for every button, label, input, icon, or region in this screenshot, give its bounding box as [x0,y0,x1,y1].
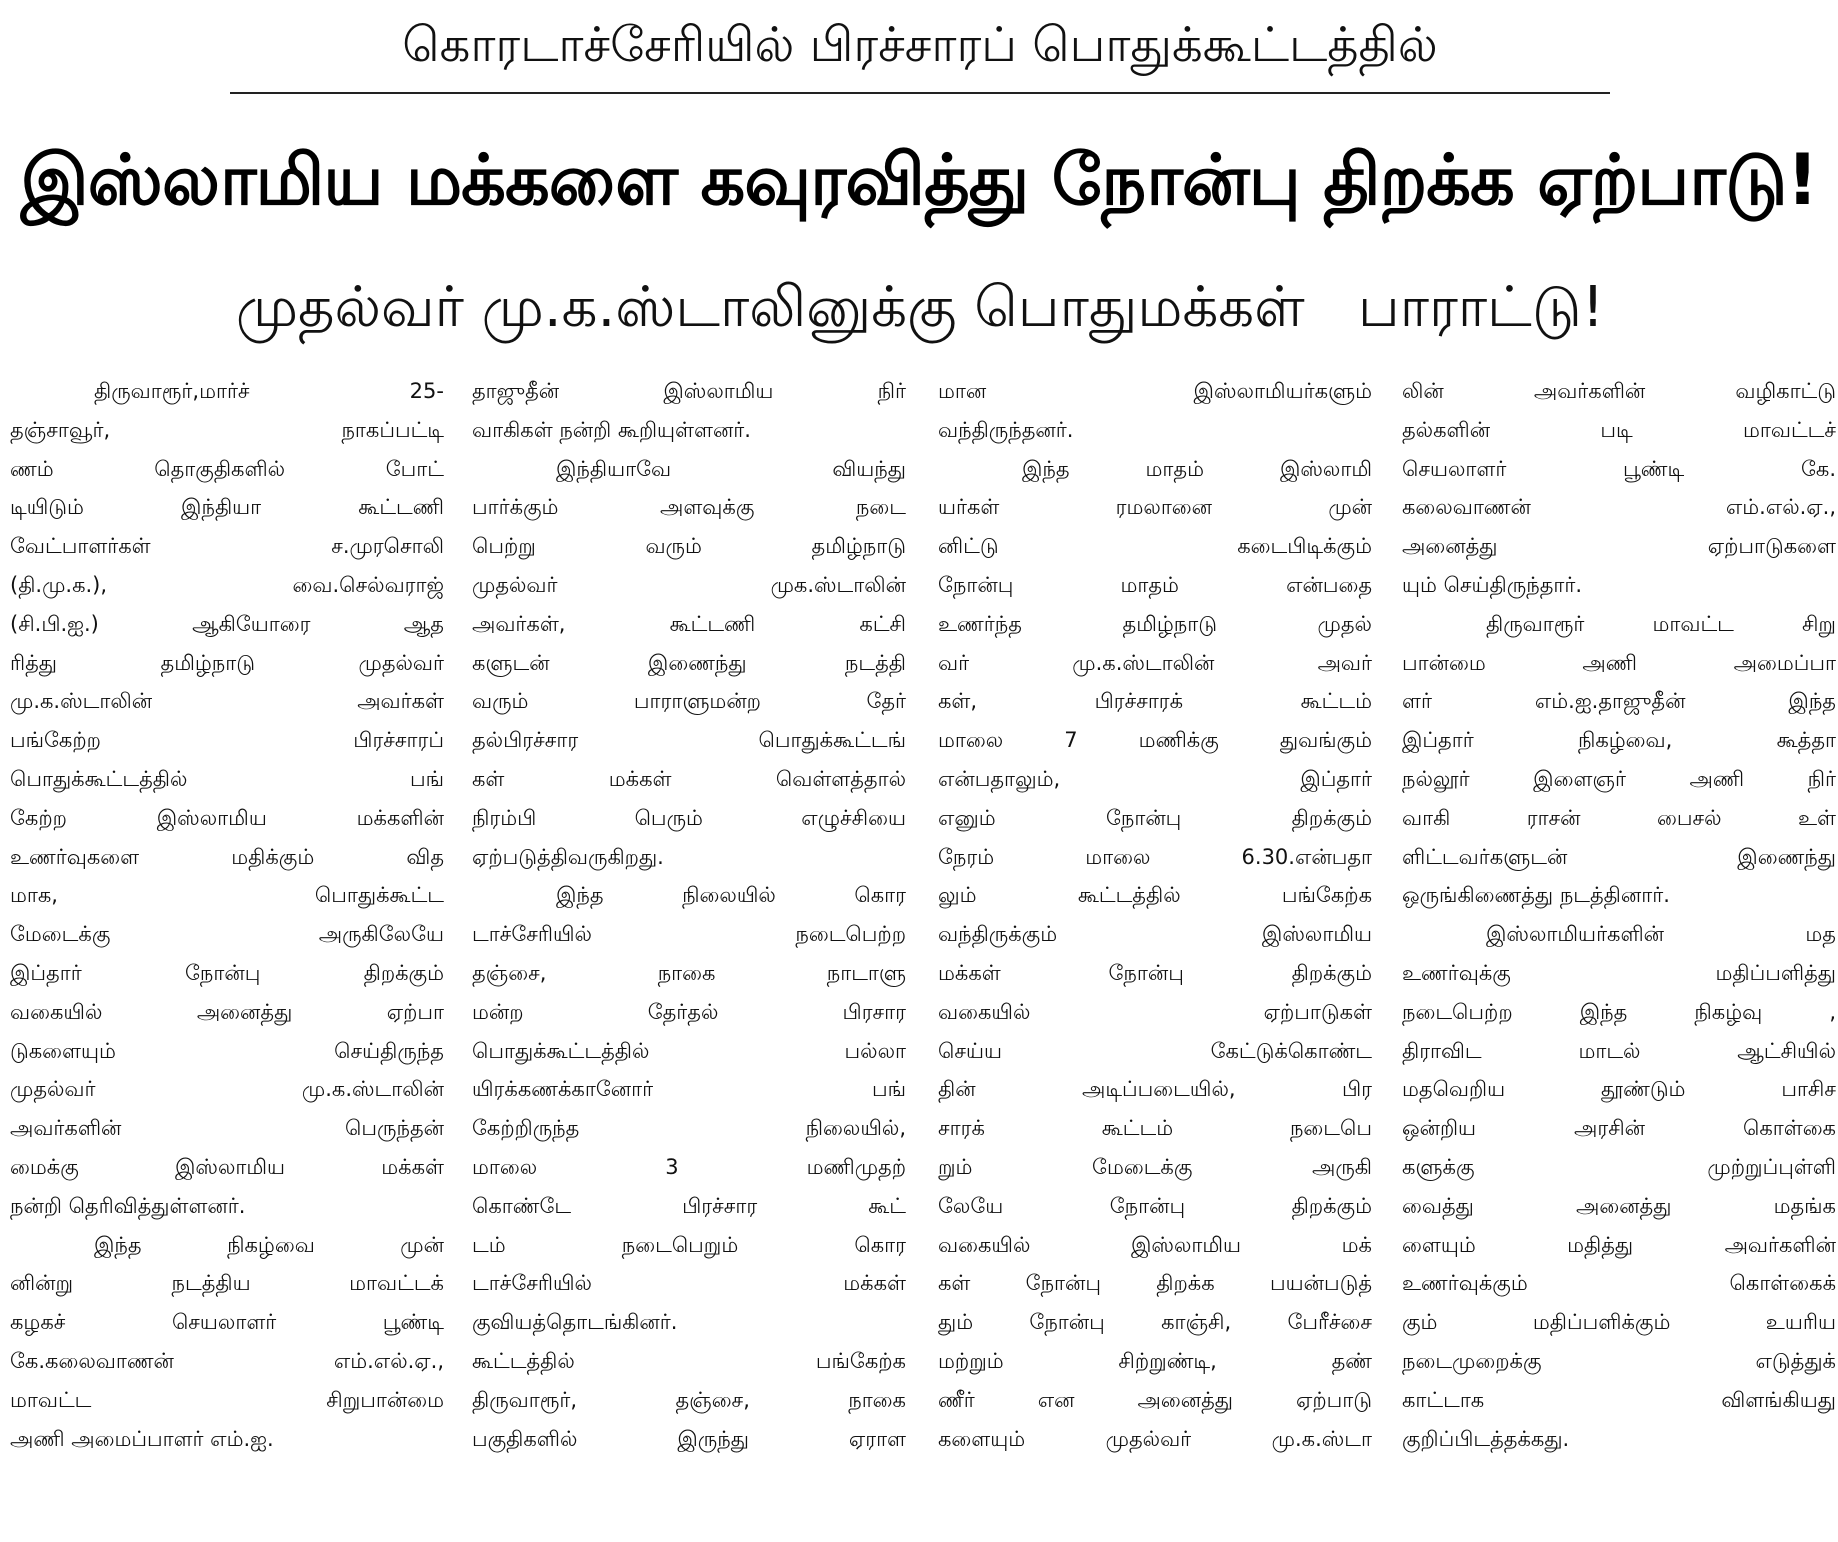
body-line: கள் மக்கள் வெள்ளத்தால் [472,766,906,791]
headline: இஸ்லாமிய மக்களை கவுரவித்து நோன்பு திறக்க ஏற்பாடு! [20,139,1818,221]
body-line: னிட்டு கடைபிடிக்கும் [938,534,1372,559]
body-line: வந்திருந்தனர். [938,417,1074,442]
body-line: டாச்சேரியில் மக்கள் [472,1271,906,1296]
body-line: எனும் நோன்பு திறக்கும் [938,805,1372,830]
body-line: முதல்வர் முக.ஸ்டாலின் [472,572,906,597]
column-4 [1402,372,1836,1540]
body-line: திராவிட மாடல் ஆட்சியில் [1402,1038,1836,1063]
body-line: களுக்கு முற்றுப்புள்ளி [1402,1154,1836,1179]
body-line: இந்த மாதம் இஸ்லாமி [1022,456,1372,481]
body-line: வகையில் ஏற்பாடுகள் [938,999,1372,1024]
body-line: பான்மை அணி அமைப்பா [1402,650,1836,675]
body-line: கழகச் செயலாளர் பூண்டி [10,1310,444,1335]
body-line: யும் செய்திருந்தார். [1402,572,1582,597]
body-line: பார்க்கும் அளவுக்கு நடை [472,495,906,520]
body-line: லின் அவர்களின் வழிகாட்டு [1402,379,1836,403]
body-line: செய்ய கேட்டுக்கொண்ட [938,1038,1372,1063]
body-line: என்பதாலும், இப்தார் [938,766,1372,791]
body-line: ஒன்றிய அரசின் கொள்கை [1402,1116,1836,1141]
body-line: தல்பிரச்சார பொதுக்கூட்டங் [472,728,906,753]
body-line: தஞ்சாவூர், நாகப்பட்டி [10,417,444,442]
body-line: வரும் பாராளுமன்ற தேர் [472,689,906,714]
body-line: கேற்றிருந்த நிலையில், [472,1116,906,1141]
body-line: அனைத்து ஏற்பாடுகளை [1402,534,1836,559]
body-line: டியிடும் இந்தியா கூட்டணி [10,495,444,520]
body-line: ஒருங்கிணைத்து நடத்தினார். [1402,883,1670,908]
body-line: நன்றி தெரிவித்துள்ளனர். [10,1193,246,1218]
body-line: தும் நோன்பு காஞ்சி, பேரீச்சை [938,1310,1372,1335]
subheadline: முதல்வர் மு.க.ஸ்டாலினுக்கு பொதுமக்கள் பாராட்டு! [235,275,1605,340]
body-line: குவியத்தொடங்கினர். [472,1310,678,1335]
body-line: மாலை 3 மணிமுதற் [472,1154,906,1179]
body-line: யர்கள் ரமலானை முன் [938,495,1372,520]
body-line: கேற்ற இஸ்லாமிய மக்களின் [10,805,444,830]
body-line: திருவாரூர், தஞ்சை, நாகை [472,1387,906,1412]
body-line: பகுதிகளில் இருந்து ஏராள [472,1426,906,1451]
body-line: கலைவாணன் எம்.எல்.ஏ., [1402,495,1836,520]
body-line: ஏற்படுத்திவருகிறது. [472,844,664,869]
body-line: டாச்சேரியில் நடைபெற்ற [472,922,906,947]
body-line: திருவாரூர்,மார்ச் 25- [94,379,444,403]
body-line: மாக, பொதுக்கூட்ட [10,883,444,908]
body-line: தின் அடிப்படையில், பிர [938,1077,1372,1102]
body-line: இந்தியாவே வியந்து [556,456,906,481]
body-line: அவர்கள், கூட்டணி கட்சி [472,611,906,636]
body-line: குறிப்பிடத்தக்கது. [1402,1426,1570,1451]
body-line: களுடன் இணைந்து நடத்தி [472,650,906,675]
body-line: இப்தார் நிகழ்வை, கூத்தா [1402,728,1836,753]
body-line: சாரக் கூட்டம் நடைபெ [938,1116,1372,1141]
column-3 [938,372,1372,1540]
body-line: நேரம் மாலை 6.30.என்பதா [938,844,1372,869]
body-line: கூட்டத்தில் பங்கேற்க [472,1348,906,1373]
body-line: கும் மதிப்பளிக்கும் உயரிய [1402,1310,1836,1335]
body-line: வர் மு.க.ஸ்டாலின் அவர் [938,650,1372,675]
body-line: வைத்து அனைத்து மதங்க [1402,1193,1836,1218]
body-line: மன்ற தேர்தல் பிரசார [472,999,906,1024]
body-line: டம் நடைபெறும் கொர [472,1232,906,1257]
body-line: ணீர் என அனைத்து ஏற்பாடு [938,1387,1372,1412]
column-1 [10,372,444,1540]
body-line: மு.க.ஸ்டாலின் அவர்கள் [10,689,444,714]
body-line: பொதுக்கூட்டத்தில் பல்லா [472,1038,906,1063]
body-line: ளர் எம்.ஐ.தாஜுதீன் இந்த [1402,689,1836,714]
body-line: உணர்வுகளை மதிக்கும் வித [10,844,444,869]
body-line: யிரக்கணக்கானோர் பங் [472,1077,906,1102]
body-line: வகையில் இஸ்லாமிய மக் [938,1232,1372,1257]
body-line: இப்தார் நோன்பு திறக்கும் [10,960,444,985]
body-line: இஸ்லாமியர்களின் மத [1486,922,1836,947]
body-line: நோன்பு மாதம் என்பதை [938,572,1372,597]
body-line: நடைபெற்ற இந்த நிகழ்வு , [1402,999,1836,1024]
body-line: மற்றும் சிற்றுண்டி, தண் [938,1348,1372,1373]
body-line: (தி.மு.க.), வை.செல்வராஜ் [10,572,444,597]
body-line: வகையில் அனைத்து ஏற்பா [10,999,444,1024]
body-line: அணி அமைப்பாளர் எம்.ஐ. [10,1426,274,1451]
body-line: களையும் முதல்வர் மு.க.ஸ்டா [938,1426,1372,1451]
body-line: திருவாரூர் மாவட்ட சிறு [1486,611,1836,636]
body-line: இந்த நிலையில் கொர [556,883,906,908]
body-line: நடைமுறைக்கு எடுத்துக் [1402,1348,1836,1373]
body-line: கள் நோன்பு திறக்க பயன்படுத் [938,1271,1372,1296]
body-line: றும் மேடைக்கு அருகி [938,1154,1372,1179]
body-line: காட்டாக விளங்கியது [1402,1387,1836,1412]
body-line: ளிட்டவர்களுடன் இணைந்து [1402,844,1836,869]
body-line: இந்த நிகழ்வை முன் [94,1232,444,1257]
body-line: தல்களின் படி மாவட்டச் [1402,417,1836,442]
body-line: மாலை 7 மணிக்கு துவங்கும் [938,728,1372,753]
body-line: லேயே நோன்பு திறக்கும் [938,1193,1372,1218]
body-line: உணர்ந்த தமிழ்நாடு முதல் [938,611,1372,636]
body-line: தஞ்சை, நாகை நாடாளு [472,960,906,985]
body-line: கள், பிரச்சாரக் கூட்டம் [938,689,1372,714]
body-line: டுகளையும் செய்திருந்த [10,1038,444,1063]
body-line: ளையும் மதித்து அவர்களின் [1402,1232,1836,1257]
body-line: மான இஸ்லாமியர்களும் [938,379,1372,403]
body-line: மேடைக்கு அருகிலேயே [10,922,444,947]
article-body [10,372,1836,1540]
body-line: கே.கலைவாணன் எம்.எல்.ஏ., [10,1348,444,1373]
body-line: பொதுக்கூட்டத்தில் பங் [10,766,444,791]
body-line: மக்கள் நோன்பு திறக்கும் [938,960,1372,985]
body-line: கொண்டே பிரச்சார கூட் [472,1193,906,1218]
body-line: ணம் தொகுதிகளில் போட் [10,456,444,481]
body-line: லும் கூட்டத்தில் பங்கேற்க [938,883,1372,908]
body-line: மைக்கு இஸ்லாமிய மக்கள் [10,1154,444,1179]
body-line: ரித்து தமிழ்நாடு முதல்வர் [10,650,444,675]
body-line: வந்திருக்கும் இஸ்லாமிய [938,922,1372,947]
body-line: உணர்வுக்கு மதிப்பளித்து [1402,960,1836,985]
body-line: பங்கேற்ற பிரச்சாரப் [10,728,444,753]
body-line: வாகிகள் நன்றி கூறியுள்ளனர். [472,417,751,442]
body-line: (சி.பி.ஐ.) ஆகியோரை ஆத [10,611,444,636]
body-line: நல்லூர் இளைஞர் அணி நிர் [1402,766,1836,791]
body-line: னின்று நடத்திய மாவட்டக் [10,1271,444,1296]
body-line: செயலாளர் பூண்டி கே. [1402,456,1836,481]
body-line: உணர்வுக்கும் கொள்கைக் [1402,1271,1836,1296]
kicker-line: கொரடாச்சேரியில் பிரச்சாரப் பொதுக்கூட்டத்தில் [402,17,1438,73]
body-line: நிரம்பி பெரும் எழுச்சியை [472,805,906,830]
body-line: தாஜுதீன் இஸ்லாமிய நிர் [472,379,906,403]
body-line: பெற்று வரும் தமிழ்நாடு [472,534,906,559]
body-line: அவர்களின் பெருந்தன் [10,1116,444,1141]
column-2 [472,372,906,1540]
body-line: முதல்வர் மு.க.ஸ்டாலின் [10,1077,444,1102]
body-line: வேட்பாளர்கள் ச.முரசொலி [10,534,444,559]
body-line: மதவெறிய தூண்டும் பாசிச [1402,1077,1836,1102]
kicker-rule [230,92,1610,94]
body-line: வாகி ராசன் பைசல் உள் [1402,805,1836,830]
body-line: மாவட்ட சிறுபான்மை [10,1387,444,1412]
